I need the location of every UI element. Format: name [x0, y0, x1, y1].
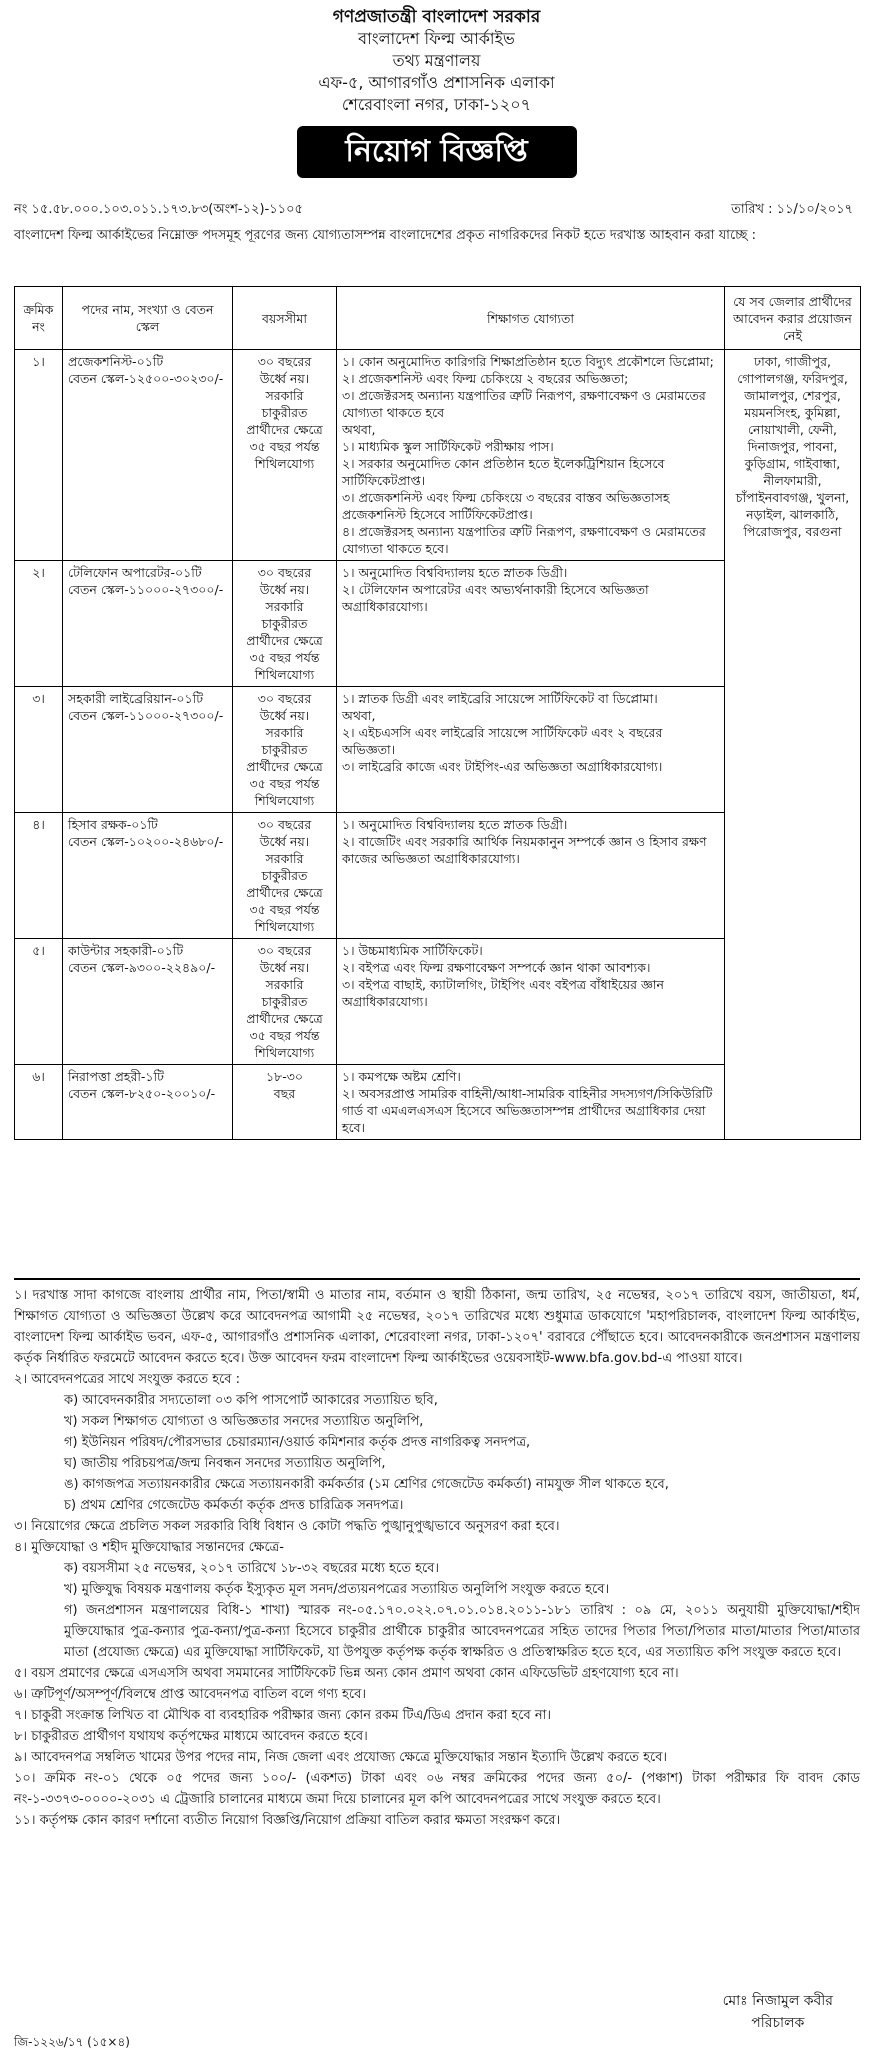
- age-line: চাকুরীরত: [261, 616, 308, 631]
- age-line: ১৮-৩০: [266, 1069, 303, 1084]
- note-2: ২। আবেদনপত্রের সাথে সংযুক্ত করতে হবে :: [14, 1372, 241, 1387]
- row-post: [63, 1065, 233, 1140]
- age-line: ৩০ বছরের: [257, 817, 312, 832]
- header-post: পদের নাম, সংখ্যা ও বেতন স্কেল: [63, 287, 233, 350]
- table-row: [15, 350, 861, 561]
- age-line: উর্ধ্বে নয়।: [259, 371, 310, 386]
- post-name: কাউন্টার সহকারী-০১টি: [68, 943, 184, 958]
- row-serial: ১।: [15, 350, 63, 561]
- age-line: উর্ধ্বে নয়।: [259, 708, 310, 723]
- instructions: [14, 1285, 860, 1831]
- note-10: ১০। ক্রমিক নং-০১ থেকে ০৫ পদের জন্য ১০০/- (একশত) টাকা এবং ০৬ নম্বর ক্রমিকের পদের জন্য ৫০/- (পঞ্চাশ) টাকা পরীক্ষার ফি বাবদ কোড নং-১-৩৩৭৩-০০০০-২০৩১ এ ট্রেজারি চালানের মাধ্যমে জমা দিয়ে চালানের মূল কপি আবেদনপত্রের সাথে সংযুক্ত করতে হবে।: [14, 1771, 860, 1807]
- govt-name: গণপ্রজাতন্ত্রী বাংলাদেশ সরকার: [332, 7, 541, 27]
- age-line: প্রার্থীদের ক্ষেত্রে: [246, 422, 323, 437]
- age-line: চাকুরীরত: [261, 994, 308, 1009]
- note-2f: চ) প্রথম শ্রেণির গেজেটেড কর্মকর্তা কর্তৃক প্রদত্ত চারিত্রিক সনদপত্র।: [64, 1498, 404, 1513]
- row-post: [63, 687, 233, 813]
- header-districts: যে সব জেলার প্রার্থীদের আবেদন করার প্রয়োজন নেই: [725, 287, 861, 350]
- age-line: চাকুরীরত: [261, 405, 308, 420]
- qualification-item: ২। বইপত্র এবং ফিল্ম রক্ষণাবেক্ষণ সম্পর্কে জ্ঞান থাকা আবশ্যক।: [342, 960, 651, 975]
- age-line: সরকারি: [265, 977, 304, 992]
- age-line: প্রার্থীদের ক্ষেত্রে: [246, 885, 323, 900]
- note-3: ৩। নিয়োগের ক্ষেত্রে প্রচলিত সকল সরকারি বিধি বিধান ও কোটা পদ্ধতি পুঙ্খানুপুঙ্খভাবে অনুসরণ করা হবে।: [14, 1519, 560, 1534]
- age-line: সরকারি: [265, 851, 304, 866]
- row-qualification: [337, 1065, 725, 1140]
- age-line: শিথিলযোগ্য: [254, 793, 315, 808]
- qualification-item: ৩। প্রজেক্টরসহ অন্যান্য যন্ত্রপাতির ত্রুটি নিরূপণ, রক্ষণাবেক্ষণ ও মেরামতের যোগ্যতা থাকতে হবে: [342, 388, 706, 420]
- age-line: সরকারি: [265, 388, 304, 403]
- age-line: ৩৫ বছর পর্যন্ত: [249, 650, 320, 665]
- note-11: ১১। কর্তৃপক্ষ কোন কারণ দর্শানো ব্যতীত নিয়োগ বিজ্ঞপ্তি/নিয়োগ প্রক্রিয়া বাতিল করার ক্ষমতা সংরক্ষণ করে।: [14, 1813, 561, 1828]
- qualification-item: ৪। প্রজেক্টরসহ অন্যান্য যন্ত্রপাতির ত্রুটি নিরূপণ, রক্ষণাবেক্ষণ ও মেরামতের যোগ্যতা থাকতে হবে।: [342, 524, 706, 556]
- post-pay-scale: বেতন স্কেল-৯৩০০-২২৪৯০/-: [68, 960, 216, 975]
- row-qualification: [337, 813, 725, 939]
- age-line: প্রার্থীদের ক্ষেত্রে: [246, 633, 323, 648]
- qualification-item: ২। এইচএসসি এবং লাইব্রেরি সায়েন্সে সার্টিফিকেট এবং ২ বছরের অভিজ্ঞতা।: [342, 725, 663, 757]
- memo-number: নং ১৫.৫৮.০০০.১০৩.০১১.১৭৩.৮৩(অংশ-১২)-১১০৫: [14, 202, 303, 217]
- qualification-item: ৩। প্রজেকশনিস্ট এবং ফিল্ম চেকিংয়ে ৩ বছরের বাস্তব অভিজ্ঞতাসহ প্রজেকশনিস্ট হিসেবে সার্টিফিকেটপ্রাপ্ত।: [342, 490, 670, 522]
- reference-line: [14, 196, 859, 222]
- excluded-districts: ঢাকা, গাজীপুর, গোপালগঞ্জ, ফরিদপুর, জামালপুর, শেরপুর, ময়মনসিংহ, কুমিল্লা, নোয়াখালী, ফেনী, দিনাজপুর, পাবনা, কুড়িগ্রাম, গাইবান্ধা, নীলফামারী, চাঁপাইনবাবগঞ্জ, খুলনা, নড়াইল, ঝালকাঠি, পিরোজপুর, বরগুনা: [725, 350, 861, 1140]
- row-age-limit: [233, 561, 337, 687]
- age-line: ৩৫ বছর পর্যন্ত: [249, 439, 320, 454]
- note-2c: গ) ইউনিয়ন পরিষদ/পৌরসভার চেয়ারম্যান/ওয়ার্ড কমিশনার কর্তৃক প্রদত্ত নাগরিকত্ব সনদপত্র,: [64, 1435, 531, 1450]
- row-serial: ২।: [15, 561, 63, 687]
- qualification-item: ২। অবসরপ্রাপ্ত সামরিক বাহিনী/আধা-সামরিক বাহিনীর সদস্যগণ/সিকিউরিটি গার্ড বা এমএলএসএস হিসেবে অভিজ্ঞতাসম্পন্ন প্রার্থীদের অগ্রাধিকার দেয়া হবে।: [342, 1086, 713, 1135]
- qualification-item: ১। উচ্চমাধ্যমিক সার্টিফিকেট।: [342, 943, 483, 958]
- row-serial: ৩।: [15, 687, 63, 813]
- age-line: সরকারি: [265, 725, 304, 740]
- qualification-item: ৩। বইপত্র বাছাই, ক্যাটালগিং, টাইপিং এবং বইপত্র বাঁধাইয়ের জ্ঞান অগ্রাধিকারযোগ্য।: [342, 977, 665, 1009]
- age-line: ৩০ বছরের: [257, 691, 312, 706]
- address-line1: এফ-৫, আগারগাঁও প্রশাসনিক এলাকা: [318, 73, 555, 92]
- post-pay-scale: বেতন স্কেল-১২৫০০-৩০২৩০/-: [68, 371, 224, 386]
- post-name: প্রজেকশনিস্ট-০১টি: [68, 354, 164, 369]
- qualification-item: ২। সরকার অনুমোদিত কোন প্রতিষ্ঠান হতে ইলেকট্রিশিয়ান হিসেবে সার্টিফিকেটপ্রাপ্ত।: [342, 456, 665, 488]
- divider: [14, 1278, 860, 1280]
- note-2e: ঙ) কাগজপত্র সত্যায়নকারীর ক্ষেত্রে সত্যায়নকারী কর্মকর্তার (১ম শ্রেণির গেজেটেড কর্মকর্তা) নামযুক্ত সীল থাকতে হবে,: [64, 1477, 669, 1492]
- post-name: টেলিফোন অপারেটর-০১টি: [68, 565, 202, 580]
- ministry-name: তথ্য মন্ত্রণালয়: [392, 51, 481, 70]
- note-2d: ঘ) জাতীয় পরিচয়পত্র/জন্ম নিবন্ধন সনদের সত্যায়িত অনুলিপি,: [64, 1456, 386, 1471]
- table-header-row: [15, 287, 861, 350]
- row-qualification: [337, 687, 725, 813]
- row-qualification: [337, 350, 725, 561]
- org-name: বাংলাদেশ ফিল্ম আর্কাইভ: [358, 29, 515, 48]
- row-post: [63, 561, 233, 687]
- age-line: ৩৫ বছর পর্যন্ত: [249, 1028, 320, 1043]
- row-age-limit: [233, 813, 337, 939]
- post-name: হিসাব রক্ষক-০১টি: [68, 817, 158, 832]
- qualification-item: ২। প্রজেকশনিস্ট এবং ফিল্ম চেকিংয়ে ২ বছরের অভিজ্ঞতা;: [342, 371, 629, 386]
- age-line: ৩০ বছরের: [257, 943, 312, 958]
- qualification-item: ১। মাধ্যমিক স্কুল সার্টিফিকেট পরীক্ষায় পাস।: [342, 439, 554, 454]
- age-line: প্রার্থীদের ক্ষেত্রে: [246, 1011, 323, 1026]
- age-line: সরকারি: [265, 599, 304, 614]
- row-age-limit: [233, 939, 337, 1065]
- signature-block: [723, 1990, 833, 2034]
- signatory-name: মোঃ নিজামুল কবীর: [722, 1993, 833, 2009]
- qualification-item: ২। বাজেটিং এবং সরকারি আর্থিক নিয়মকানুন সম্পর্কে জ্ঞান ও হিসাব রক্ষণ কাজের অভিজ্ঞতা অগ্রাধিকারযোগ্য।: [342, 834, 707, 866]
- qualification-item: ১। অনুমোদিত বিশ্ববিদ্যালয় হতে স্নাতক ডিগ্রী।: [342, 565, 568, 580]
- row-age-limit: [233, 1065, 337, 1140]
- note-1: ১। দরখাস্ত সাদা কাগজে বাংলায় প্রার্থীর নাম, পিতা/স্বামী ও মাতার নাম, বর্তমান ও স্থায়ী ঠিকানা, জন্ম তারিখ, ২৫ নভেম্বর, ২০১৭ তারিখে বয়স, জাতীয়তা, ধর্ম, শিক্ষাগত যোগ্যতা ও অভিজ্ঞতা উল্লেখ করে আবেদনপত্র আগামী ২৫ নভেম্বর, ২০১৭ তারিখের মধ্যে শুধুমাত্র ডাকযোগে 'মহাপরিচালক, বাংলাদেশ ফিল্ম আর্কাইভ, বাংলাদেশ ফিল্ম আর্কাইভ ভবন, এফ-৫, আগারগাঁও প্রশাসনিক এলাকা, শেরেবাংলা নগর, ঢাকা-১২০৭' বরাবরে পৌঁছাতে হবে। আবেদনকারীকে জনপ্রশাসন মন্ত্রণালয় কর্তৃক নির্ধারিত ফরমেটে আবেদন করতে হবে। উক্ত আবেদন ফরম বাংলাদেশ ফিল্ম আর্কাইভের ওয়েবসাইট-www.bfa.gov.bd-এ পাওয়া যাবে।: [14, 1288, 860, 1366]
- note-4b: খ) মুক্তিযুদ্ধ বিষয়ক মন্ত্রণালয় কর্তৃক ইস্যুকৃত মূল সনদ/প্রত্যয়নপত্রের সত্যায়িত অনুলিপি সংযুক্ত করতে হবে।: [64, 1582, 610, 1597]
- post-pay-scale: বেতন স্কেল-৮২৫০-২০০১০/-: [68, 1086, 216, 1101]
- row-post: [63, 813, 233, 939]
- row-post: [63, 350, 233, 561]
- footer-code: জি-১২২৬/১৭ (১৫×৪): [14, 2035, 130, 2049]
- note-4: ৪। মুক্তিযোদ্ধা ও শহীদ মুক্তিযোদ্ধার সন্তানদের ক্ষেত্রে-: [14, 1540, 284, 1555]
- qualification-item: ১। অনুমোদিত বিশ্ববিদ্যালয় হতে স্নাতক ডিগ্রী।: [342, 817, 568, 832]
- note-7: ৭। চাকুরী সংক্রান্ত লিখিত বা মৌখিক বা ব্যবহারিক পরীক্ষার জন্য কোন রকম টিএ/ডিএ প্রদান করা হবে না।: [14, 1708, 552, 1723]
- age-line: শিথিলযোগ্য: [254, 456, 315, 471]
- row-post: [63, 939, 233, 1065]
- row-serial: ৬।: [15, 1065, 63, 1140]
- signatory-designation: পরিচালক: [751, 2015, 805, 2031]
- row-serial: ৫।: [15, 939, 63, 1065]
- post-pay-scale: বেতন স্কেল-১১০০০-২৭৩০০/-: [68, 582, 224, 597]
- post-name: সহকারী লাইব্রেরিয়ান-০১টি: [68, 691, 204, 706]
- age-line: ৩৫ বছর পর্যন্ত: [249, 776, 320, 791]
- row-qualification: [337, 939, 725, 1065]
- age-line: শিথিলযোগ্য: [254, 919, 315, 934]
- note-6: ৬। ত্রুটিপূর্ণ/অসম্পূর্ণ/বিলম্বে প্রাপ্ত আবেদনপত্র বাতিল বলে গণ্য হবে।: [14, 1687, 366, 1702]
- age-line: বছর: [273, 1086, 296, 1101]
- note-2b: খ) সকল শিক্ষাগত যোগ্যতা ও অভিজ্ঞতার সনদের সত্যায়িত অনুলিপি,: [64, 1414, 424, 1429]
- age-line: প্রার্থীদের ক্ষেত্রে: [246, 759, 323, 774]
- intro-text: বাংলাদেশ ফিল্ম আর্কাইভের নিম্নোক্ত পদসমূহ পূরণের জন্য যোগ্যতাসম্পন্ন বাংলাদেশের প্রকৃত নাগরিকদের নিকট হতে দরখাস্ত আহবান করা যাচ্ছে :: [14, 228, 756, 243]
- notice-title: নিয়োগ বিজ্ঞপ্তি: [297, 126, 577, 178]
- qualification-item: অথবা,: [342, 708, 376, 723]
- note-2a: ক) আবেদনকারীর সদ্যতোলা ০৩ কপি পাসপোর্ট আকারের সত্যায়িত ছবি,: [64, 1393, 438, 1408]
- note-4a: ক) বয়সসীমা ২৫ নভেম্বর, ২০১৭ তারিখে ১৮-৩২ বছরের মধ্যে হতে হবে।: [64, 1561, 440, 1576]
- address-line2: শেরেবাংলা নগর, ঢাকা-১২০৭: [341, 95, 532, 114]
- note-8: ৮। চাকুরীরত প্রার্থীগণ যথাযথ কর্তৃপক্ষের মাধ্যমে আবেদন করতে হবে।: [14, 1729, 368, 1744]
- age-line: ৩০ বছরের: [257, 565, 312, 580]
- qualification-item: ১। কোন অনুমোদিত কারিগরি শিক্ষাপ্রতিষ্ঠান হতে বিদ্যুৎ প্রকৌশলে ডিপ্লোমা;: [342, 354, 714, 369]
- row-qualification: [337, 561, 725, 687]
- header-age: বয়সসীমা: [233, 287, 337, 350]
- qualification-item: অথবা,: [342, 422, 376, 437]
- age-line: শিথিলযোগ্য: [254, 1045, 315, 1060]
- qualification-item: ২। টেলিফোন অপারেটর এবং অভ্যর্থনাকারী হিসেবে অভিজ্ঞতা অগ্রাধিকারযোগ্য।: [342, 582, 649, 614]
- posts-table-body: [15, 350, 861, 1140]
- row-age-limit: [233, 687, 337, 813]
- age-line: উর্ধ্বে নয়।: [259, 960, 310, 975]
- note-5: ৫। বয়স প্রমাণের ক্ষেত্রে এসএসসি অথবা সমমানের সার্টিফিকেট ভিন্ন অন্য কোন প্রমাণ অথবা কোন এফিডেভিট গ্রহণযোগ্য হবে না।: [14, 1666, 679, 1681]
- age-line: চাকুরীরত: [261, 742, 308, 757]
- age-line: ৩৫ বছর পর্যন্ত: [249, 902, 320, 917]
- letterhead: [0, 0, 873, 178]
- posts-table: [14, 286, 861, 1140]
- row-serial: ৪।: [15, 813, 63, 939]
- qualification-item: ১। স্নাতক ডিগ্রী এবং লাইব্রেরি সায়েন্সে সার্টিফিকেট বা ডিপ্লোমা।: [342, 691, 658, 706]
- note-9: ৯। আবেদনপত্র সম্বলিত খামের উপর পদের নাম, নিজ জেলা এবং প্রযোজ্য ক্ষেত্রে মুক্তিযোদ্ধার সন্তান ইত্যাদি উল্লেখ করতে হবে।: [14, 1750, 668, 1765]
- row-age-limit: [233, 350, 337, 561]
- age-line: চাকুরীরত: [261, 868, 308, 883]
- post-pay-scale: বেতন স্কেল-১০২০০-২৪৬৮০/-: [68, 834, 224, 849]
- post-pay-scale: বেতন স্কেল-১১০০০-২৭৩০০/-: [68, 708, 224, 723]
- age-line: উর্ধ্বে নয়।: [259, 834, 310, 849]
- memo-date: তারিখ : ১১/১০/২০১৭: [731, 202, 853, 217]
- age-line: শিথিলযোগ্য: [254, 667, 315, 682]
- header-qualification: শিক্ষাগত যোগ্যতা: [337, 287, 725, 350]
- age-line: উর্ধ্বে নয়।: [259, 582, 310, 597]
- note-4c: গ) জনপ্রশাসন মন্ত্রণালয়ের বিধি-১ শাখা) স্মারক নং-০৫.১৭০.০২২.০৭.০১.০১৪.২০১১-১৮১ তারিখ : ০৯ মে, ২০১১ অনুযায়ী মুক্তিযোদ্ধা/শহীদ মুক্তিযোদ্ধার পুত্র-কন্যার পুত্র-কন্যা/পুত্র-কন্যা হিসেবে চাকুরীর প্রার্থীকে চাকুরীর আবেদনপত্রের সহিত তাদের পিতার পিতা/পিতার মাতা/মাতার পিতা/মাতার মাতা (প্রযোজ্য ক্ষেত্রে) এর মুক্তিযোদ্ধা সার্টিফিকেট, যা উপযুক্ত কর্তৃপক্ষ কর্তৃক স্বাক্ষরিত ও প্রতিস্বাক্ষরিত হতে হবে, এর সত্যায়িত কপি সংযুক্ত করতে হবে।: [64, 1603, 860, 1660]
- age-line: ৩০ বছরের: [257, 354, 312, 369]
- header-serial: ক্রমিক নং: [15, 287, 63, 350]
- qualification-item: ৩। লাইব্রেরি কাজে এবং টাইপিং-এর অভিজ্ঞতা অগ্রাধিকারযোগ্য।: [342, 759, 663, 774]
- post-name: নিরাপত্তা প্রহরী-১টি: [68, 1069, 164, 1084]
- qualification-item: ১। কমপক্ষে অষ্টম শ্রেণি।: [342, 1069, 461, 1084]
